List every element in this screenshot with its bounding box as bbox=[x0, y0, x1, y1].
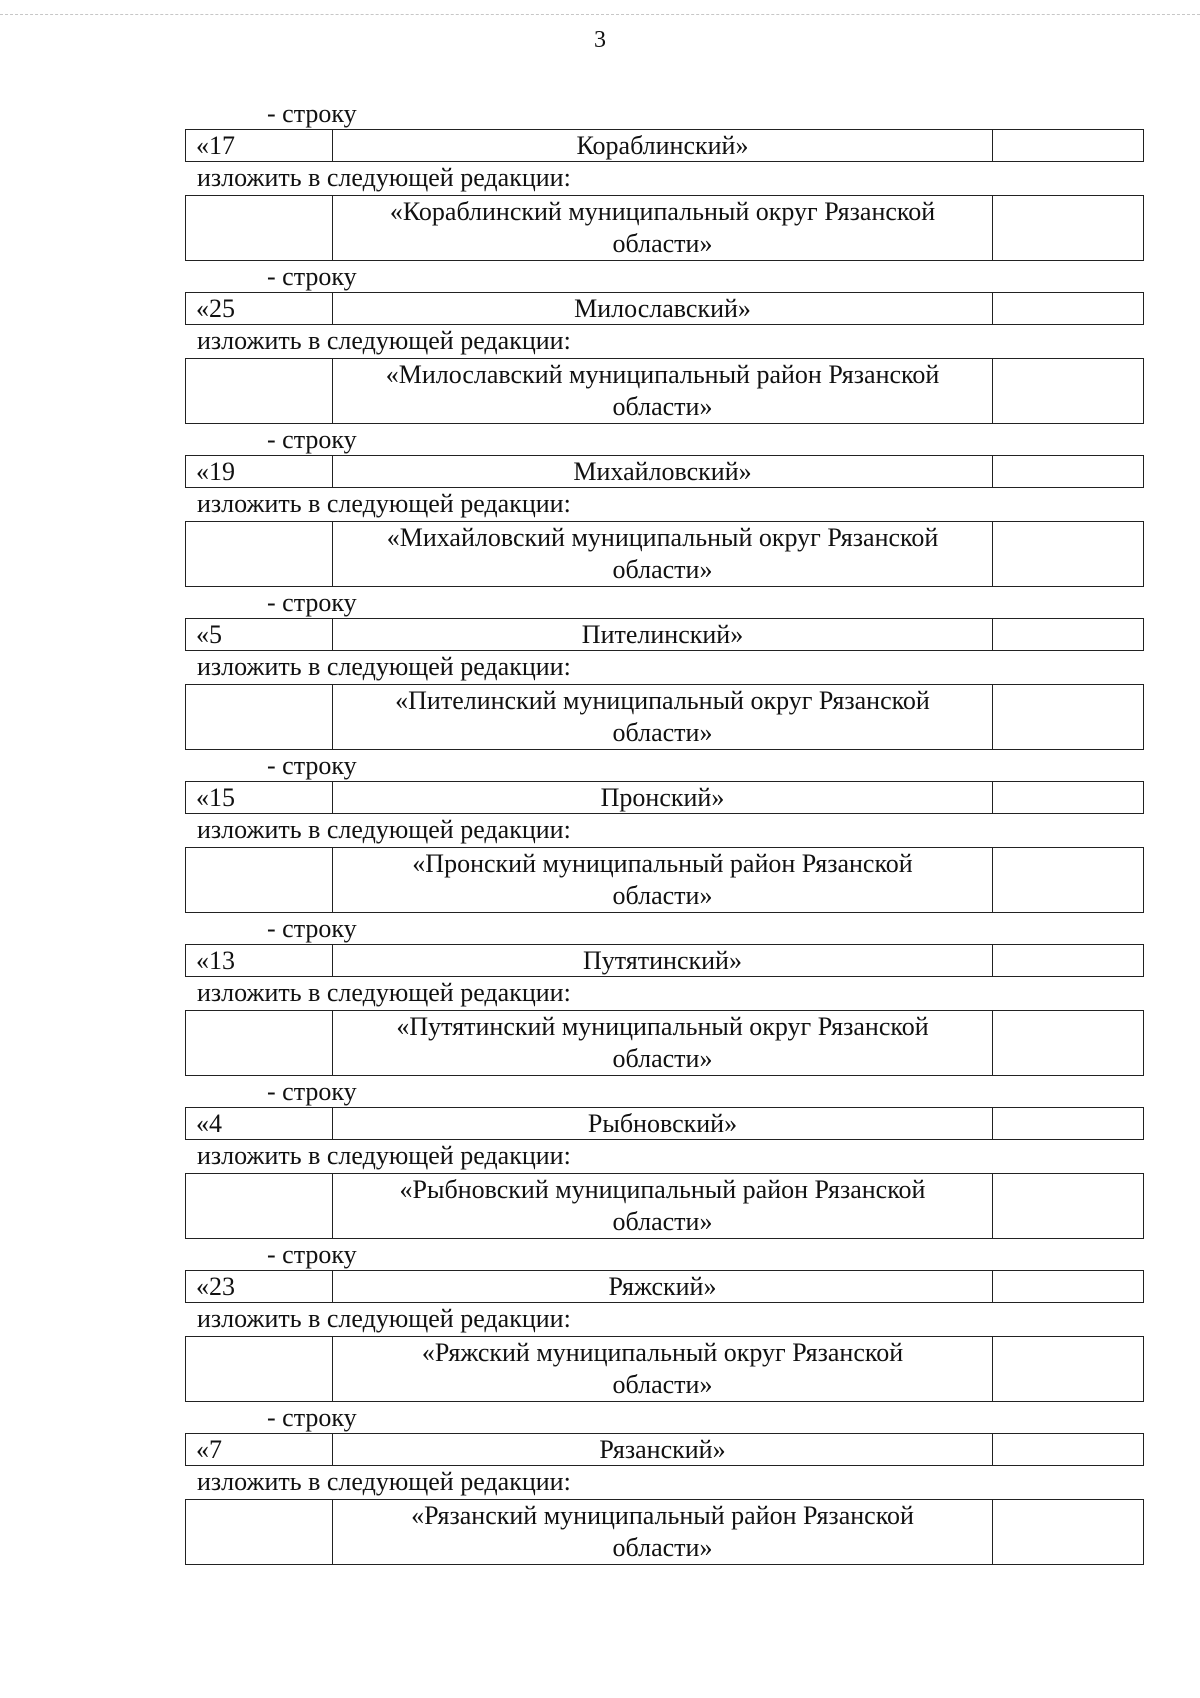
new-row-table bbox=[185, 1010, 1144, 1076]
old-row-number: «15 bbox=[186, 782, 333, 814]
document-body bbox=[185, 98, 1143, 1565]
new-row-name-line2: области» bbox=[612, 718, 713, 747]
old-row-empty-cell bbox=[993, 293, 1144, 325]
entry-intro: - строку bbox=[267, 1240, 357, 1269]
old-row-table bbox=[185, 1107, 1144, 1140]
new-row-name-line1: «Рязанский муниципальный район Рязанской bbox=[411, 1501, 914, 1530]
old-row-name: Ряжский» bbox=[333, 1271, 993, 1303]
amendment-entry bbox=[185, 1239, 1143, 1402]
old-row-empty-cell bbox=[993, 782, 1144, 814]
old-row-number: «17 bbox=[186, 130, 333, 162]
amendment-entry bbox=[185, 750, 1143, 913]
amendment-entry bbox=[185, 1402, 1143, 1565]
new-row-name-line2: области» bbox=[612, 1207, 713, 1236]
new-row-table bbox=[185, 847, 1144, 913]
new-row-empty-number-cell bbox=[186, 1337, 333, 1402]
new-row-name bbox=[333, 685, 993, 750]
old-row-table bbox=[185, 781, 1144, 814]
new-row-name-line2: области» bbox=[612, 555, 713, 584]
page-number: 3 bbox=[594, 27, 606, 53]
entry-intro: - строку bbox=[267, 588, 357, 617]
new-row-name-line1: «Милославский муниципальный район Рязанской bbox=[385, 360, 940, 389]
amend-label: изложить в следующей редакции: bbox=[197, 978, 571, 1007]
new-row-name-line1: «Путятинский муниципальный округ Рязанской bbox=[396, 1012, 929, 1041]
amend-label: изложить в следующей редакции: bbox=[197, 489, 571, 518]
amend-label: изложить в следующей редакции: bbox=[197, 163, 571, 192]
amendment-entry bbox=[185, 587, 1143, 750]
old-row-name: Пителинский» bbox=[333, 619, 993, 651]
new-row-table bbox=[185, 1173, 1144, 1239]
new-row-empty-cell bbox=[993, 1337, 1144, 1402]
entry-intro: - строку bbox=[267, 751, 357, 780]
new-row-empty-cell bbox=[993, 522, 1144, 587]
amendment-entry bbox=[185, 261, 1143, 424]
old-row-empty-cell bbox=[993, 456, 1144, 488]
old-row-number: «5 bbox=[186, 619, 333, 651]
entry-intro: - строку bbox=[267, 99, 357, 128]
old-row-table bbox=[185, 944, 1144, 977]
entry-intro: - строку bbox=[267, 1077, 357, 1106]
new-row-name bbox=[333, 196, 993, 261]
new-row-table bbox=[185, 684, 1144, 750]
new-row-empty-cell bbox=[993, 848, 1144, 913]
old-row-number: «7 bbox=[186, 1434, 333, 1466]
old-row-name: Михайловский» bbox=[333, 456, 993, 488]
new-row-empty-number-cell bbox=[186, 196, 333, 261]
new-row-empty-cell bbox=[993, 1500, 1144, 1565]
new-row-name-line2: области» bbox=[612, 1044, 713, 1073]
old-row-name: Кораблинский» bbox=[333, 130, 993, 162]
new-row-empty-number-cell bbox=[186, 1174, 333, 1239]
amend-label: изложить в следующей редакции: bbox=[197, 1141, 571, 1170]
scan-edge-line bbox=[0, 14, 1200, 21]
new-row-empty-number-cell bbox=[186, 359, 333, 424]
new-row-name-line2: области» bbox=[612, 1370, 713, 1399]
new-row-empty-number-cell bbox=[186, 685, 333, 750]
old-row-name: Рыбновский» bbox=[333, 1108, 993, 1140]
new-row-name-line1: «Кораблинский муниципальный округ Рязанской bbox=[389, 197, 936, 226]
new-row-name-line1: «Михайловский муниципальный округ Рязанской bbox=[386, 523, 939, 552]
old-row-name: Милославский» bbox=[333, 293, 993, 325]
new-row-name-line1: «Рыбновский муниципальный район Рязанской bbox=[399, 1175, 926, 1204]
amend-label: изложить в следующей редакции: bbox=[197, 815, 571, 844]
old-row-number: «25 bbox=[186, 293, 333, 325]
new-row-name bbox=[333, 522, 993, 587]
new-row-table bbox=[185, 358, 1144, 424]
amendment-entry bbox=[185, 424, 1143, 587]
new-row-name bbox=[333, 1337, 993, 1402]
entry-intro: - строку bbox=[267, 1403, 357, 1432]
new-row-name-line2: области» bbox=[612, 229, 713, 258]
new-row-table bbox=[185, 1499, 1144, 1565]
old-row-empty-cell bbox=[993, 1271, 1144, 1303]
new-row-name-line1: «Пронский муниципальный район Рязанской bbox=[412, 849, 913, 878]
new-row-name-line2: области» bbox=[612, 1533, 713, 1562]
amendment-entry bbox=[185, 913, 1143, 1076]
new-row-name bbox=[333, 1174, 993, 1239]
new-row-table bbox=[185, 521, 1144, 587]
new-row-table bbox=[185, 1336, 1144, 1402]
new-row-empty-number-cell bbox=[186, 848, 333, 913]
old-row-name: Пронский» bbox=[333, 782, 993, 814]
old-row-empty-cell bbox=[993, 945, 1144, 977]
entry-intro: - строку bbox=[267, 914, 357, 943]
new-row-empty-number-cell bbox=[186, 1500, 333, 1565]
new-row-empty-cell bbox=[993, 1174, 1144, 1239]
new-row-empty-number-cell bbox=[186, 522, 333, 587]
new-row-name-line2: области» bbox=[612, 881, 713, 910]
old-row-empty-cell bbox=[993, 619, 1144, 651]
old-row-number: «19 bbox=[186, 456, 333, 488]
old-row-table bbox=[185, 618, 1144, 651]
new-row-empty-cell bbox=[993, 1011, 1144, 1076]
old-row-name: Путятинский» bbox=[333, 945, 993, 977]
old-row-empty-cell bbox=[993, 130, 1144, 162]
amend-label: изложить в следующей редакции: bbox=[197, 1304, 571, 1333]
amendment-entry bbox=[185, 1076, 1143, 1239]
new-row-empty-cell bbox=[993, 359, 1144, 424]
old-row-empty-cell bbox=[993, 1434, 1144, 1466]
new-row-empty-number-cell bbox=[186, 1011, 333, 1076]
new-row-name bbox=[333, 359, 993, 424]
old-row-table bbox=[185, 129, 1144, 162]
old-row-table bbox=[185, 1433, 1144, 1466]
new-row-name-line2: области» bbox=[612, 392, 713, 421]
new-row-name-line1: «Пителинский муниципальный округ Рязанской bbox=[395, 686, 930, 715]
old-row-table bbox=[185, 292, 1144, 325]
new-row-name bbox=[333, 848, 993, 913]
new-row-empty-cell bbox=[993, 685, 1144, 750]
entry-intro: - строку bbox=[267, 425, 357, 454]
new-row-name-line1: «Ряжский муниципальный округ Рязанской bbox=[421, 1338, 904, 1367]
new-row-name bbox=[333, 1500, 993, 1565]
old-row-number: «4 bbox=[186, 1108, 333, 1140]
amendment-entry bbox=[185, 98, 1143, 261]
new-row-name bbox=[333, 1011, 993, 1076]
old-row-table bbox=[185, 1270, 1144, 1303]
old-row-name: Рязанский» bbox=[333, 1434, 993, 1466]
amend-label: изложить в следующей редакции: bbox=[197, 1467, 571, 1496]
new-row-table bbox=[185, 195, 1144, 261]
entry-intro: - строку bbox=[267, 262, 357, 291]
old-row-number: «23 bbox=[186, 1271, 333, 1303]
new-row-empty-cell bbox=[993, 196, 1144, 261]
amend-label: изложить в следующей редакции: bbox=[197, 326, 571, 355]
old-row-empty-cell bbox=[993, 1108, 1144, 1140]
old-row-number: «13 bbox=[186, 945, 333, 977]
old-row-table bbox=[185, 455, 1144, 488]
amend-label: изложить в следующей редакции: bbox=[197, 652, 571, 681]
